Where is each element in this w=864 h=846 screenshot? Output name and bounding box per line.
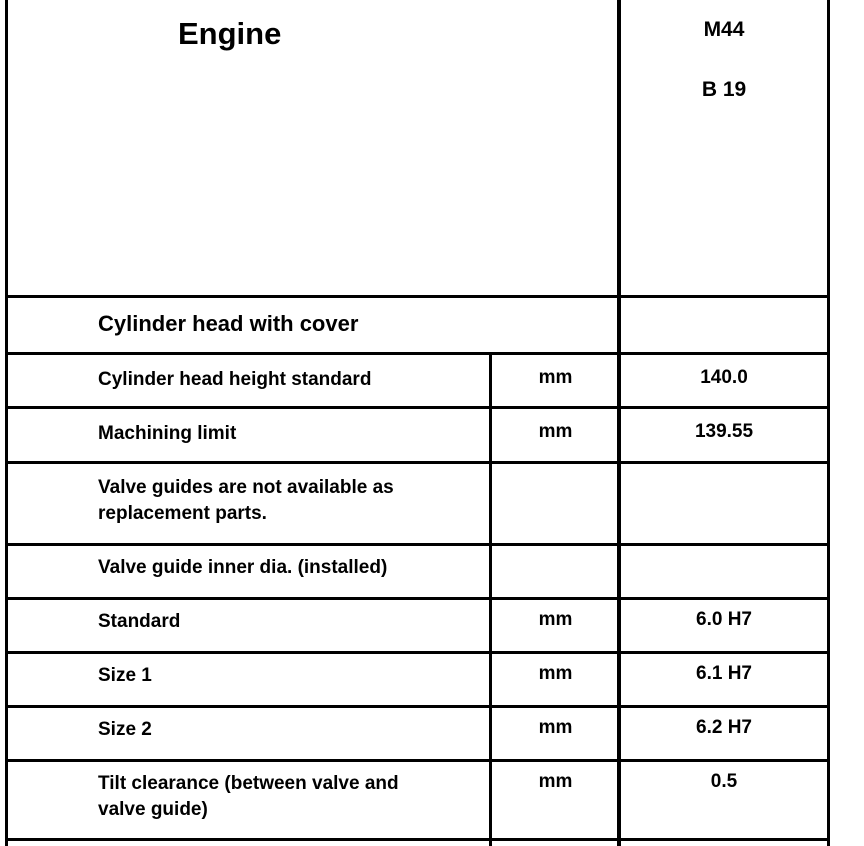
row-label: Cylinder head height standard	[98, 369, 372, 390]
engine-model-line1: M44	[703, 18, 745, 41]
row-unit: mm	[538, 717, 573, 738]
row-label: Machining limit	[98, 423, 237, 444]
row-unit: mm	[538, 663, 573, 684]
row-rule	[5, 651, 830, 654]
row-label: Valve guide inner dia. (installed)	[98, 557, 388, 578]
row-value: 0.5	[710, 771, 738, 792]
row-rule	[5, 461, 830, 464]
row-value: 139.55	[694, 421, 754, 442]
row-unit: mm	[538, 771, 573, 792]
row-rule	[5, 543, 830, 546]
row-unit: mm	[538, 609, 573, 630]
engine-model-line2: B 19	[701, 78, 747, 101]
header-bottom-rule	[5, 295, 830, 298]
table-left-border	[5, 0, 8, 846]
row-label: Size 2	[98, 719, 152, 740]
row-value: 6.2 H7	[696, 717, 752, 738]
row-label-line1: Tilt clearance (between valve and	[98, 773, 399, 794]
row-rule	[5, 406, 830, 409]
row-unit: mm	[538, 421, 573, 442]
section-bottom-rule	[5, 352, 830, 355]
row-label: Standard	[98, 611, 181, 632]
table-right-border	[827, 0, 830, 846]
row-rule	[5, 705, 830, 708]
row-unit: mm	[538, 367, 573, 388]
row-label-line2: replacement parts.	[98, 503, 267, 524]
row-value: 140.0	[700, 367, 748, 388]
row-value: 6.0 H7	[696, 609, 752, 630]
row-label-line1: Valve guides are not available as	[98, 477, 394, 498]
row-label-line2: valve guide)	[98, 799, 208, 820]
row-rule	[5, 597, 830, 600]
table-bottom-border	[5, 838, 830, 841]
row-label: Size 1	[98, 665, 152, 686]
row-value: 6.1 H7	[696, 663, 752, 684]
row-rule	[5, 759, 830, 762]
section-title: Cylinder head with cover	[98, 311, 359, 336]
page-title: Engine	[178, 16, 282, 51]
